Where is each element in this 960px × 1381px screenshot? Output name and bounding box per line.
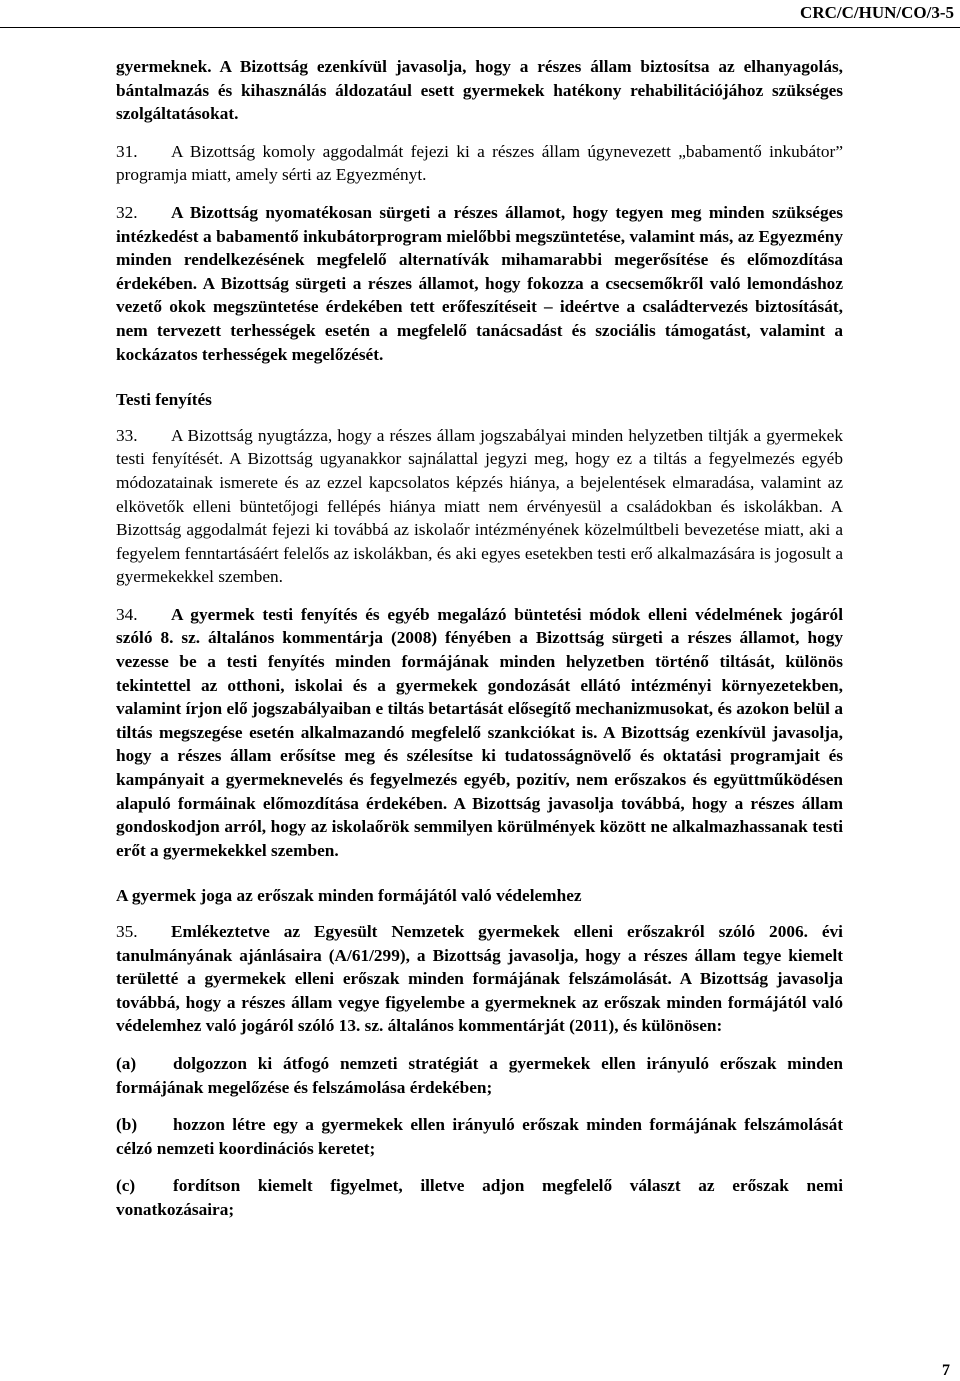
paragraph-number: 34. <box>116 604 138 624</box>
section-heading-testi-fenyites: Testi fenyítés <box>116 390 212 410</box>
paragraph-number: 35. <box>116 922 138 941</box>
subparagraph-label: (a) <box>116 1053 137 1073</box>
paragraph-number: 31. <box>116 141 138 161</box>
paragraph-text: A Bizottság nyugtázza, hogy a részes állam jogszabályai minden helyzetben tiltják a gyermekek testi fenyítését. A Bizottság ugyanakkor sajnálattal jegyzi meg, hogy ez a tiltás a fegyelmezés egyéb módozatainak ismerete és az ezzel kapcsolatos képzés hiánya, a bejelentések elmaradása, valamint az elkövetők elleni büntetőjogi fellépés hiánya miatt nem érvényesül a családokban és iskolákban. A Bizottság aggodalmát fejezi ki továbbá az iskolaőr intézményének közelmúltbeli bevezetése miatt, aki a fegyelem fenntartásáért felelős az iskolákban, és aki egyes esetekben testi erő alkalmazására is jogosult a gyermekekkel szemben. <box>116 425 843 587</box>
paragraph-number: 32. <box>116 202 138 222</box>
paragraph-31 <box>116 140 843 187</box>
subparagraph-text: fordítson kiemelt figyelmet, illetve adjon megfelelő választ az erőszak nemi vonatkozásaira; <box>116 1176 843 1219</box>
paragraph-number: 33. <box>116 425 138 445</box>
subparagraph-label: (c) <box>116 1176 136 1196</box>
subparagraph-label: (b) <box>116 1115 138 1135</box>
paragraph-34 <box>116 603 843 863</box>
subparagraph-a <box>116 1052 843 1099</box>
page-body <box>116 55 843 1236</box>
paragraph-32 <box>116 201 843 366</box>
paragraph-35 <box>116 920 843 1038</box>
subparagraph-text: hozzon létre egy a gyermekek ellen irányuló erőszak minden formájának felszámolását célzó nemzeti koordinációs keretet; <box>116 1115 843 1158</box>
paragraph-30-continued: gyermeknek. A Bizottság ezenkívül javasolja, hogy a részes állam biztosítsa az elhanyagolás, bántalmazás és kihasználás áldozatául esett gyermekek hatékony rehabilitációjához szükséges szolgáltatásokat. <box>116 57 843 124</box>
paragraph-text: A Bizottság nyomatékosan sürgeti a részes államot, hogy tegyen meg minden szükséges intézkedést a babamentő inkubátorprogram mielőbbi megszüntetése, valamint más, az Egyezmény minden rendelkezésének megfelelő alternatívák mihamarabbi megerősítése és előmozdítása érdekében. A Bizottság sürgeti a részes államot, hogy fokozza a csecsemőkről való lemondáshoz vezető okok megszüntetése érdekében tett erőfeszítéseit – ideértve a családtervezés biztosítását, nem tervezett terhességek esetén a megfelelő tanácsadást és szociális támogatást, valamint a kockázatos terhességek megelőzését. <box>116 202 843 364</box>
header-rule <box>0 27 960 28</box>
document-code: CRC/C/HUN/CO/3-5 <box>800 3 954 22</box>
subparagraph-b <box>116 1113 843 1160</box>
paragraph-33 <box>116 424 843 589</box>
paragraph-text: Emlékeztetve az Egyesült Nemzetek gyermekek elleni erőszakról szóló 2006. évi tanulmányának ajánlásaira (A/61/299), a Bizottság javasolja, hogy a részes állam tegye kiemelt területté a gyermekek elleni erőszak minden formájának felszámolását. A Bizottság javasolja továbbá, hogy a részes állam vegye figyelembe a gyermeknek az erőszak minden formájától való védelemhez való jogáról szóló 13. sz. általános kommentárját (2011), és különösen: <box>116 922 843 1036</box>
paragraph-text: A gyermek testi fenyítés és egyéb megalázó büntetési módok elleni védelmének jogáról szóló 8. sz. általános kommentárja (2008) fényében a Bizottság sürgeti a részes államot, hogy vezesse be a testi fenyítés minden formájának minden helyzetben történő tiltását, különös tekintettel az otthoni, iskolai és a gyermekek gondozását ellátó intézményi környezetekben, valamint írjon elő jogszabályaiban e tiltás betartását elősegítő mechanizmusokat, és azokon belül a tiltás megszegése esetén alkalmazandó megfelelő szankciókat is. A Bizottság ezenkívül javasolja, hogy a részes állam erősítse meg és szélesítse ki tudatosságnövelő és oktatási programjait és kampányait a gyermeknevelés és fegyelmezés egyéb, pozitív, nem erőszakos és együttműködésen alapuló formáinak előmozdítása érdekében. A Bizottság javasolja továbbá, hogy a részes állam gondoskodjon arról, hogy az iskolaőrök semmilyen körülmények között ne alkalmazhassanak testi erőt a gyermekekkel szemben. <box>116 604 843 860</box>
subparagraph-c <box>116 1174 843 1221</box>
page-number: 7 <box>942 1362 950 1379</box>
subparagraph-text: dolgozzon ki átfogó nemzeti stratégiát a gyermekek ellen irányuló erőszak minden formájának megelőzése és felszámolása érdekében; <box>116 1053 843 1097</box>
section-heading-eroszak: A gyermek joga az erőszak minden formájától való védelemhez <box>116 886 582 906</box>
paragraph-text: A Bizottság komoly aggodalmát fejezi ki a részes állam úgynevezett „babamentő inkubátor” programja miatt, amely sérti az Egyezményt. <box>116 141 843 185</box>
